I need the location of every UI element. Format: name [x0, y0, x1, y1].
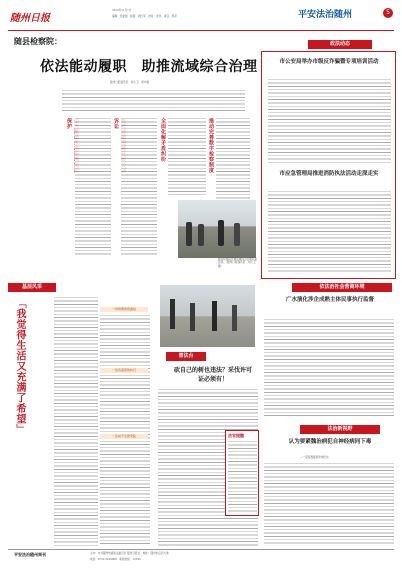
section-title: 平安法治随州: [298, 10, 353, 20]
lower-left-subhead-3: 一张抹不去的笑脸: [100, 434, 148, 439]
right-col-tag: 政法动态: [308, 40, 372, 49]
lower-left-tag: 基层风采: [8, 283, 56, 292]
midband-headline: 广水演化涉企成熟主体民事执行监督: [285, 297, 374, 303]
footer-rule: [8, 549, 394, 550]
page-number-badge: [383, 8, 393, 18]
lower-right-headline: 认为要紧魏治病犯自神经病同下毒: [288, 439, 372, 445]
lead-side-head-3: 全面化解矛盾纠纷: [160, 118, 166, 162]
right-story1-title: 市公安局举办市级反诈骗暨专项培训活动: [279, 59, 379, 65]
lower-left-col-a: [54, 296, 98, 546]
midband-body: [264, 318, 394, 416]
page-number: 5: [386, 9, 390, 16]
lead-col-3: [168, 117, 206, 197]
footer-paper-name: 平安法治随州周刊: [14, 552, 46, 557]
lead-byline: 随州日报通讯员 刘大卫 周丰霖: [110, 81, 149, 84]
masthead-rule: [8, 30, 394, 31]
lead-intro: [62, 89, 245, 111]
lower-mid-sidebar-title: 法官提醒: [228, 433, 244, 438]
lead-side-head-1: 保护: [66, 118, 72, 129]
lead-photo-caption: 随县检察院开展流域综合治理巡查活动。（随州日报通讯员 刘大卫 摄）: [218, 258, 259, 268]
lead-col-2: [121, 117, 157, 257]
masthead: [8, 3, 394, 30]
lower-right-subheadline: —一起投毒疑案审判纪实: [300, 456, 329, 459]
right-col-box: [261, 51, 396, 279]
lead-side-head-4: 推动完善数字检察制度: [208, 118, 214, 173]
lower-left-col-b: [100, 314, 150, 546]
right-story2-body: [268, 190, 391, 274]
lead-headline: 依法能动履职 助推流域综合治理: [40, 59, 258, 75]
lead-col-1: [75, 117, 111, 257]
lower-left-vertical-headline: 「我觉得生活又充满了希望」: [14, 298, 25, 435]
right-story2-title: 市应急管理局推进消防执法活动走深走实: [279, 171, 379, 177]
lead-side-head-2: 诉讼: [113, 118, 119, 129]
lower-left-subhead-2: 一次有温度的执行: [100, 368, 148, 373]
lower-right-body: [264, 462, 394, 546]
lower-mid-photo: [160, 285, 255, 347]
masthead-logo: 随州日报: [10, 13, 50, 24]
lower-mid-tag: 普法台: [166, 352, 206, 361]
lower-right-tag: 法治新视野: [300, 425, 380, 434]
lead-kicker: 随县检察院：: [14, 37, 62, 46]
midband-tag: 依法治社会营商环境: [292, 283, 392, 292]
masthead-date: 2023年11月7日: [112, 9, 132, 12]
lower-left-subhead-1: 一份特殊的感谢信: [100, 307, 148, 312]
footer-contact: 电话：0722-3229966 新闻热线：12345: [90, 558, 141, 561]
lead-photo: [178, 200, 256, 258]
lower-mid-sidebar: [225, 430, 259, 516]
lower-mid-sidebar-body: [228, 440, 257, 514]
masthead-editors: 编辑：吴建国 版面：周红军 校对：张伟 责任：郑萍: [112, 15, 177, 18]
lower-mid-headline: 砍自己的树也违法？采伐许可证必须有！: [173, 367, 252, 383]
right-story1-body: [268, 78, 391, 164]
footer-info: 主办：中共随州市委政法委员会 随州日报社 地址：随州市沿河大道: [90, 552, 169, 555]
